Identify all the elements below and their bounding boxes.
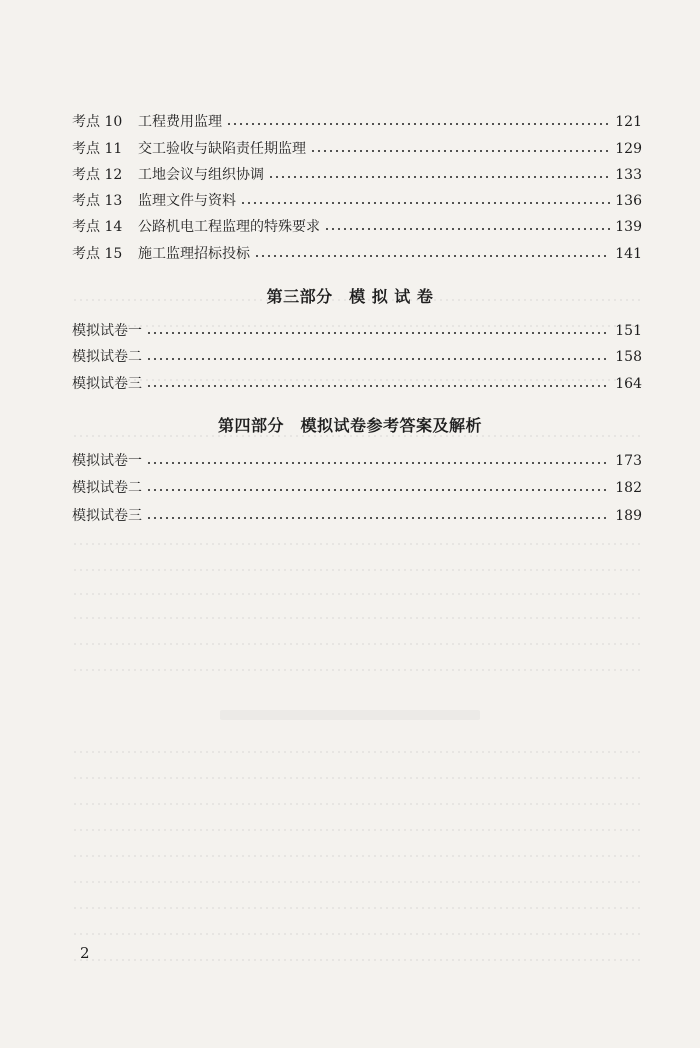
dot-leader [268, 176, 610, 178]
bleed-through-line [72, 904, 642, 912]
bleed-through-line [72, 852, 642, 860]
toc-entry-title: 模拟试卷一 [72, 453, 142, 469]
toc-entry-title: 模拟试卷三 [72, 508, 142, 524]
bleed-through-line [72, 748, 642, 756]
toc-entry-kaodian-15[interactable] [72, 242, 642, 266]
dot-leader [146, 358, 610, 360]
toc-entry-page: 129 [615, 141, 642, 157]
toc-entry-title: 交工验收与缺陷责任期监理 [138, 141, 306, 157]
toc-entry-page: 133 [615, 167, 642, 183]
bleed-through-line [72, 540, 642, 548]
toc-entry-page: 158 [615, 349, 642, 365]
dot-leader [310, 150, 610, 152]
bleed-through-line [72, 956, 642, 964]
toc-entry-title: 模拟试卷二 [72, 349, 142, 365]
bleed-through-line [72, 614, 642, 622]
toc-entry-title: 施工监理招标投标 [138, 246, 250, 262]
toc-entry-title: 模拟试卷三 [72, 376, 142, 392]
toc-entry-answers-2[interactable] [72, 476, 642, 500]
dot-leader [324, 228, 610, 230]
toc-entry-mock-exam-1[interactable] [72, 319, 642, 343]
toc-entry-page: 189 [615, 508, 642, 524]
toc-entry-code: 考点 14 [72, 219, 123, 235]
toc-entry-page: 121 [615, 114, 642, 130]
toc-entry-page: 182 [615, 480, 642, 496]
bleed-through-line [72, 930, 642, 938]
toc-entry-kaodian-12[interactable] [72, 163, 642, 187]
bleed-through-line [72, 590, 642, 598]
toc-entry-title: 公路机电工程监理的特殊要求 [138, 219, 320, 235]
dot-leader [146, 489, 610, 491]
page-number: 2 [80, 944, 90, 962]
toc-entry-title: 模拟试卷一 [72, 323, 142, 339]
bleed-through-line [72, 566, 642, 574]
toc-entry-code: 考点 10 [72, 114, 123, 130]
toc-entry-code: 考点 15 [72, 246, 123, 262]
bleed-through-line [72, 774, 642, 782]
bleed-through-line [72, 826, 642, 834]
toc-entry-title: 工地会议与组织协调 [138, 167, 264, 183]
toc-entry-kaodian-13[interactable] [72, 189, 642, 213]
bleed-through-heading [220, 710, 480, 720]
toc-entry-page: 141 [615, 246, 642, 262]
toc-entry-kaodian-14[interactable] [72, 215, 642, 239]
section-heading-part4: 第四部分 模拟试卷参考答案及解析 [217, 416, 482, 435]
dot-leader [146, 385, 610, 387]
toc-entry-code: 考点 13 [72, 193, 123, 209]
dot-leader [146, 517, 610, 519]
bleed-through-line [72, 666, 642, 674]
dot-leader [254, 255, 610, 257]
dot-leader [146, 332, 610, 334]
toc-entry-page: 173 [615, 453, 642, 469]
toc-entry-answers-1[interactable] [72, 449, 642, 473]
toc-entry-title: 模拟试卷二 [72, 480, 142, 496]
section-heading-part3: 第三部分 模 拟 试 卷 [266, 287, 434, 306]
toc-entry-page: 136 [615, 193, 642, 209]
toc-entry-title: 工程费用监理 [138, 114, 222, 130]
dot-leader [240, 202, 610, 204]
toc-entry-kaodian-10[interactable] [72, 110, 642, 134]
toc-entry-mock-exam-3[interactable] [72, 372, 642, 396]
toc-entry-answers-3[interactable] [72, 504, 642, 528]
bleed-through-line [72, 640, 642, 648]
toc-entry-page: 139 [615, 219, 642, 235]
toc-entry-code: 考点 12 [72, 167, 123, 183]
toc-entry-title: 监理文件与资料 [138, 193, 236, 209]
dot-leader [146, 462, 610, 464]
toc-entry-kaodian-11[interactable] [72, 137, 642, 161]
dot-leader [226, 123, 610, 125]
toc-entry-page: 151 [615, 323, 642, 339]
bleed-through-line [72, 800, 642, 808]
toc-entry-code: 考点 11 [72, 141, 123, 157]
bleed-through-line [72, 878, 642, 886]
toc-entry-page: 164 [615, 376, 642, 392]
toc-entry-mock-exam-2[interactable] [72, 345, 642, 369]
